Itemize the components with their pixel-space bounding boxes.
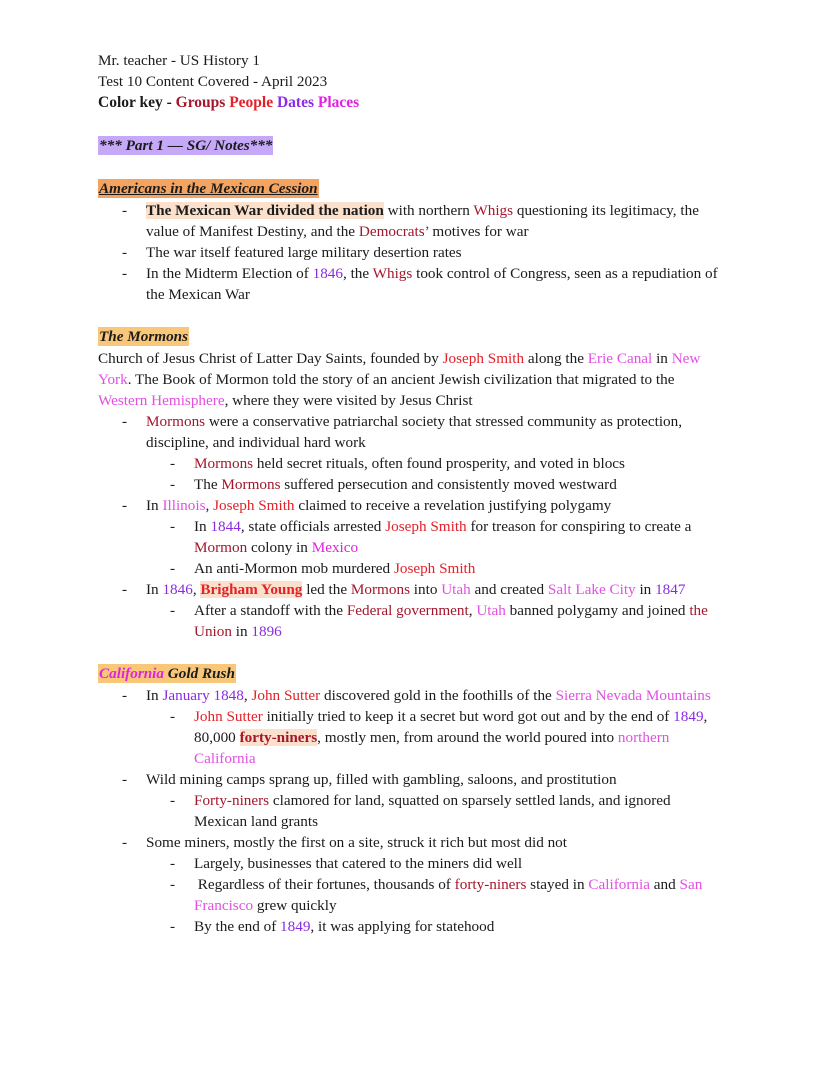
text: , 80,000	[194, 708, 708, 746]
text: for treason for conspiring to create a	[466, 518, 692, 535]
sub-list-item	[146, 558, 758, 579]
title-text: Gold Rush	[164, 665, 235, 682]
text: into	[409, 581, 442, 598]
place-term: California	[99, 665, 164, 682]
text: After a standoff with the	[194, 602, 347, 619]
sub-list-item	[146, 706, 714, 769]
section-3-list	[98, 685, 758, 937]
text: An anti-Mormon mob murdered	[194, 560, 394, 577]
date-term: 1844	[210, 518, 241, 535]
place-term: California	[588, 876, 650, 893]
sub-list-item	[146, 600, 724, 642]
text: In	[146, 581, 163, 598]
sub-list	[146, 516, 758, 579]
sub-list-item	[146, 453, 696, 474]
place-term: Illinois	[162, 497, 206, 514]
sub-list-item	[146, 853, 758, 874]
text: along the	[524, 350, 588, 367]
text: ,	[205, 497, 214, 514]
text: Church of Jesus Christ of Latter Day Saints, founded by	[98, 350, 443, 367]
group-term: Democrats’	[358, 223, 429, 240]
place-term: New York	[98, 350, 701, 388]
person-term: Joseph Smith	[442, 350, 525, 367]
list-item	[98, 411, 696, 495]
sub-list-item	[146, 790, 684, 832]
text: with northern	[383, 202, 474, 219]
text: and created	[470, 581, 548, 598]
place-term: Utah	[441, 581, 471, 598]
highlighted-phrase: The Mexican War divided the nation	[146, 202, 384, 219]
group-term: Whigs	[372, 265, 413, 282]
text: in	[635, 581, 656, 598]
list-item	[98, 495, 758, 579]
text: Some miners, mostly the first on a site, struck it rich but most did not	[146, 834, 567, 851]
text: motives for war	[428, 223, 529, 240]
sub-list	[146, 600, 758, 642]
text: in	[652, 350, 672, 367]
person-term: John Sutter	[251, 687, 321, 704]
list-item	[98, 769, 758, 832]
list-item	[98, 200, 728, 242]
text: claimed to receive a revelation justifying polygamy	[294, 497, 612, 514]
header-line-2: Test 10 Content Covered - April 2023	[98, 73, 328, 90]
person-term: Joseph Smith	[385, 518, 467, 535]
key-people: People	[229, 94, 274, 111]
section-title-gold-rush	[98, 664, 236, 683]
text: , state officials arrested	[240, 518, 386, 535]
sub-list	[146, 706, 758, 769]
text: stayed in	[526, 876, 589, 893]
place-term: San Francisco	[194, 876, 703, 914]
text: ,	[468, 602, 477, 619]
group-term: Mormons	[221, 476, 281, 493]
color-key	[98, 92, 758, 114]
sub-list-item	[146, 874, 714, 916]
sub-list	[146, 453, 696, 495]
text: were a conservative patriarchal society that stressed community as protection, discipline, and individual hard work	[146, 413, 683, 451]
key-dates: Dates	[276, 94, 315, 111]
text: The war itself featured large military desertion rates	[146, 244, 462, 261]
section-title-mexican-cession: Americans in the Mexican Cession	[99, 180, 318, 197]
header-line-1: Mr. teacher - US History 1	[98, 52, 260, 69]
text: , it was applying for statehood	[310, 918, 495, 935]
text: questioning its legitimacy, the value of Manifest Destiny, and the	[146, 202, 699, 240]
text: clamored for land, squatted on sparsely settled lands, and ignored Mexican land grants	[194, 792, 671, 830]
group-term: Whigs	[473, 202, 514, 219]
sub-list-item	[146, 474, 696, 495]
text: grew quickly	[253, 897, 337, 914]
text: led the	[302, 581, 351, 598]
section-1-list	[98, 200, 758, 305]
list-item	[98, 832, 758, 937]
text: , where they were visited by Jesus Christ	[224, 392, 473, 409]
place-term: Salt Lake City	[547, 581, 636, 598]
group-term: the Union	[194, 602, 708, 640]
place-term: Mexico	[311, 539, 359, 556]
key-places: Places	[317, 94, 360, 111]
text: By the end of	[194, 918, 281, 935]
group-term-highlighted: forty-niners	[239, 729, 318, 746]
place-term: Western Hemisphere	[98, 392, 225, 409]
text: In	[194, 518, 211, 535]
text: , mostly men, from around the world poured into	[317, 729, 618, 746]
text: discovered gold in the foothills of the	[320, 687, 556, 704]
place-term: Utah	[476, 602, 506, 619]
date-term: 1847	[655, 581, 686, 598]
group-term: Forty-niners	[194, 792, 270, 809]
person-term: John Sutter	[194, 708, 263, 725]
group-term: Mormons	[194, 455, 254, 472]
date-term: January 1848	[162, 687, 244, 704]
text: , the	[342, 265, 373, 282]
group-term: Mormon	[194, 539, 248, 556]
text: colony in	[247, 539, 312, 556]
group-term: Mormons	[146, 413, 206, 430]
group-term: Federal government	[346, 602, 469, 619]
section-title-mormons: The Mormons	[99, 328, 189, 345]
key-groups: Groups	[175, 94, 226, 111]
date-term: 1849	[280, 918, 311, 935]
list-item	[98, 263, 736, 305]
person-term: Joseph Smith	[213, 497, 295, 514]
list-item	[98, 242, 758, 263]
date-term: 1846	[162, 581, 193, 598]
text: in	[231, 623, 252, 640]
group-term: Mormons	[350, 581, 410, 598]
text: The	[194, 476, 222, 493]
text: and	[649, 876, 680, 893]
place-term: Erie Canal	[587, 350, 653, 367]
text: In	[146, 497, 163, 514]
part-title: *** Part 1 — SG/ Notes***	[99, 137, 273, 154]
date-term: 1849	[673, 708, 704, 725]
text: In the Midterm Election of	[146, 265, 313, 282]
color-key-label: Color key -	[98, 94, 176, 111]
place-term: northern California	[194, 729, 670, 767]
text: held secret rituals, often found prosperity, and voted in blocs	[253, 455, 625, 472]
text: ,	[192, 581, 201, 598]
sub-list	[146, 790, 758, 832]
text: In	[146, 687, 163, 704]
text: banned polygamy and joined	[505, 602, 690, 619]
date-term: 1846	[312, 265, 343, 282]
text: Wild mining camps sprang up, filled with gambling, saloons, and prostitution	[146, 771, 617, 788]
sub-list-item	[146, 516, 694, 558]
text: Regardless of their fortunes, thousands of	[194, 876, 455, 893]
text: initially tried to keep it a secret but word got out and by the end of	[262, 708, 674, 725]
list-item	[98, 579, 758, 642]
text: ,	[243, 687, 252, 704]
text: suffered persecution and consistently moved westward	[280, 476, 617, 493]
mormons-intro	[98, 348, 718, 411]
group-term: forty-niners	[454, 876, 527, 893]
text: . The Book of Mormon told the story of an ancient Jewish civilization that migrated to the	[127, 371, 675, 388]
section-2-list	[98, 411, 758, 642]
text: took control of Congress, seen as a repudiation of the Mexican War	[146, 265, 718, 303]
date-term: 1896	[251, 623, 282, 640]
sub-list-item	[146, 916, 758, 937]
person-term: Joseph Smith	[393, 560, 476, 577]
sub-list	[146, 853, 758, 937]
place-term: Sierra Nevada Mountains	[555, 687, 711, 704]
text: Largely, businesses that catered to the miners did well	[194, 855, 523, 872]
person-term-highlighted: Brigham Young	[200, 581, 303, 598]
list-item	[98, 685, 758, 769]
